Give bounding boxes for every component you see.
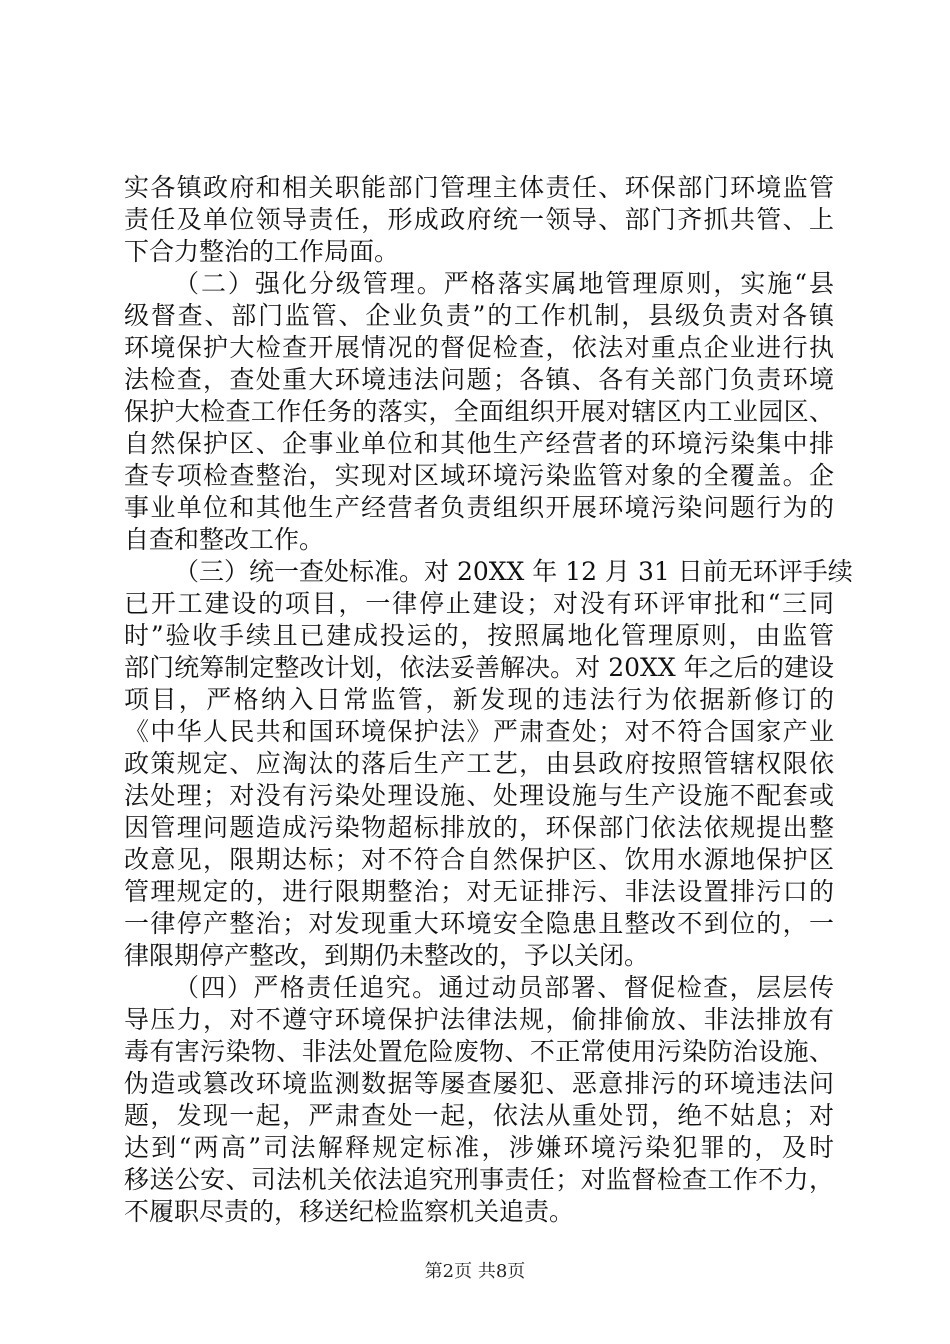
- text-line: 事业单位和其他生产经营者负责组织开展环境污染问题行为的: [124, 493, 834, 522]
- text-line: 环境保护大检查开展情况的督促检查，依法对重点企业进行执: [124, 333, 834, 362]
- text-line: 项目，严格纳入日常监管，新发现的违法行为依据新修订的: [124, 685, 834, 714]
- text-line: 移送公安、司法机关依法追究刑事责任；对监督检查工作不力，: [124, 1165, 834, 1194]
- text-line: 《中华人民共和国环境保护法》严肃查处；对不符合国家产业: [124, 717, 834, 746]
- text-line: 管理规定的，进行限期整治；对无证排污、非法设置排污口的: [124, 877, 834, 906]
- text-line: 下合力整治的工作局面。: [124, 237, 400, 266]
- text-line: 伪造或篡改环境监测数据等屡查屡犯、恶意排污的环境违法问: [124, 1069, 834, 1098]
- text-line: 部门统筹制定整改计划，依法妥善解决。对 20XX 年之后的建设: [124, 653, 834, 682]
- text-line: 毒有害污染物、非法处置危险废物、不正常使用污染防治设施、: [124, 1037, 834, 1066]
- text-line: 不履职尽责的，移送纪检监察机关追责。: [124, 1197, 575, 1226]
- text-line: （二）强化分级管理。严格落实属地管理原则，实施“县: [174, 269, 834, 298]
- text-line: 自然保护区、企事业单位和其他生产经营者的环境污染集中排: [124, 429, 834, 458]
- text-line: 法检查，查处重大环境违法问题；各镇、各有关部门负责环境: [124, 365, 834, 394]
- text-line: 级督查、部门监管、企业负责”的工作机制，县级负责对各镇: [124, 301, 834, 330]
- text-line: 时”验收手续且已建成投运的，按照属地化管理原则，由监管: [124, 621, 834, 650]
- text-line: 导压力，对不遵守环境保护法律法规，偷排偷放、非法排放有: [124, 1005, 834, 1034]
- text-line: 责任及单位领导责任，形成政府统一领导、部门齐抓共管、上: [124, 205, 834, 234]
- text-line: 已开工建设的项目，一律停止建设；对没有环评审批和“三同: [124, 589, 834, 618]
- text-line: 律限期停产整改，到期仍未整改的，予以关闭。: [124, 941, 650, 970]
- text-line: 保护大检查工作任务的落实，全面组织开展对辖区内工业园区、: [124, 397, 834, 426]
- text-line: 自查和整改工作。: [124, 525, 325, 554]
- text-line: 因管理问题造成污染物超标排放的，环保部门依法依规提出整: [124, 813, 834, 842]
- text-line: 政策规定、应淘汰的落后生产工艺，由县政府按照管辖权限依: [124, 749, 834, 778]
- text-line: 达到“两高”司法解释规定标准，涉嫌环境污染犯罪的，及时: [124, 1133, 834, 1162]
- text-line: （四）严格责任追究。通过动员部署、督促检查，层层传: [174, 973, 834, 1002]
- text-line: （三）统一查处标准。对 20XX 年 12 月 31 日前无环评手续: [174, 557, 853, 586]
- text-line: 查专项检查整治，实现对区域环境污染监管对象的全覆盖。企: [124, 461, 834, 490]
- text-line: 实各镇政府和相关职能部门管理主体责任、环保部门环境监管: [124, 173, 834, 202]
- page-footer: 第2页 共8页: [424, 1261, 526, 1282]
- text-line: 改意见，限期达标；对不符合自然保护区、饮用水源地保护区: [124, 845, 834, 874]
- text-line: 法处理；对没有污染处理设施、处理设施与生产设施不配套或: [124, 781, 834, 810]
- text-line: 题，发现一起，严肃查处一起，依法从重处罚，绝不姑息；对: [124, 1101, 834, 1130]
- text-line: 一律停产整治；对发现重大环境安全隐患且整改不到位的，一: [124, 909, 834, 938]
